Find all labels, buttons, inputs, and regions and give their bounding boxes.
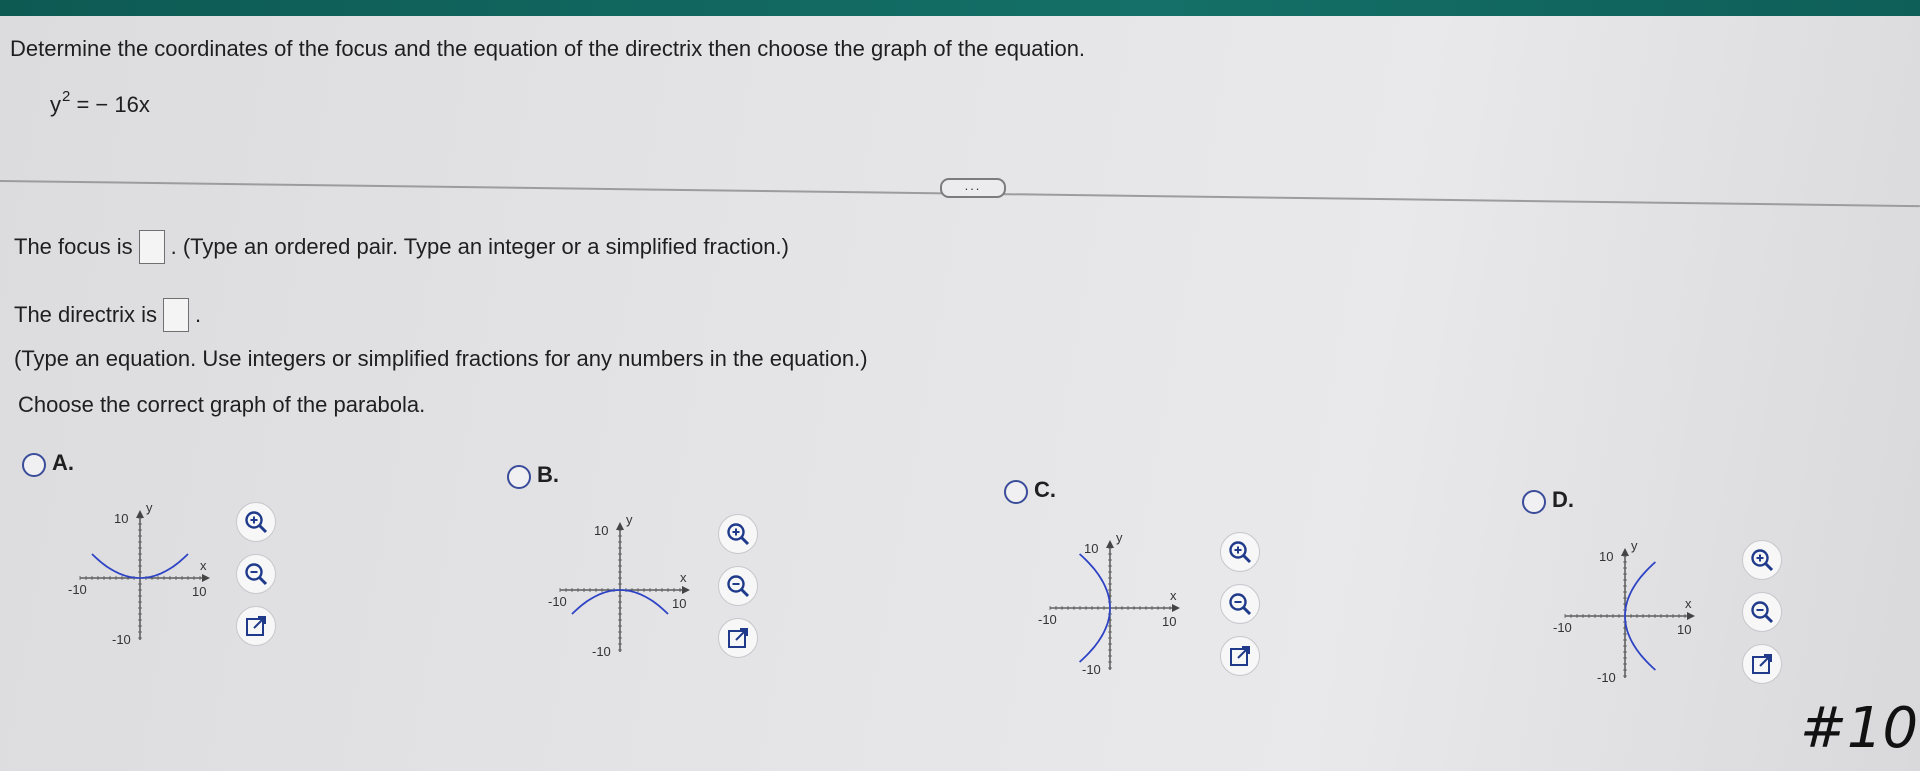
expand-icon[interactable] — [236, 606, 276, 646]
zoom-in-icon[interactable] — [1742, 540, 1782, 580]
focus-input[interactable] — [139, 230, 165, 264]
zoom-in-icon[interactable] — [236, 502, 276, 542]
x-tick-left: -10 — [548, 594, 567, 609]
option-c-label[interactable]: C. — [1034, 477, 1056, 502]
y-axis-arrow — [1106, 540, 1114, 548]
zoom-out-icon[interactable] — [1742, 592, 1782, 632]
x-axis-arrow — [682, 586, 690, 594]
option-a-label[interactable]: A. — [52, 450, 74, 475]
y-tick-top: 10 — [1599, 549, 1614, 564]
y-axis-label: y — [1116, 530, 1123, 545]
option-d-graph — [1545, 536, 1705, 696]
expand-icon[interactable] — [1220, 636, 1260, 676]
x-tick-right: 10 — [1677, 622, 1692, 637]
x-axis-label: x — [1685, 596, 1692, 611]
directrix-label: The directrix is — [14, 302, 158, 327]
focus-label: The focus is — [14, 234, 133, 259]
focus-hint: . (Type an ordered pair. Type an integer or a simplified fraction.) — [170, 234, 789, 259]
y-axis-arrow — [616, 522, 624, 530]
sticker-note: #10 — [1800, 696, 1919, 761]
x-axis-arrow — [202, 574, 210, 582]
equation — [50, 88, 150, 118]
expand-icon[interactable] — [1742, 644, 1782, 684]
y-tick-top: 10 — [594, 523, 609, 538]
directrix-hint: (Type an equation. Use integers or simplified fractions for any numbers in the equation.) — [14, 346, 868, 371]
option-b-graph — [540, 510, 700, 670]
x-tick-left: -10 — [1553, 620, 1572, 635]
y-axis-label: y — [146, 500, 153, 515]
zoom-out-icon[interactable] — [236, 554, 276, 594]
option-d-radio[interactable] — [1522, 490, 1546, 514]
equation-exponent: 2 — [62, 88, 71, 105]
focus-line — [14, 230, 789, 264]
y-tick-bottom: -10 — [1082, 662, 1101, 677]
x-tick-right: 10 — [672, 596, 687, 611]
option-a-graph — [60, 498, 220, 658]
zoom-in-icon[interactable] — [1220, 532, 1260, 572]
option-c-graph — [1030, 528, 1190, 688]
zoom-out-icon[interactable] — [718, 566, 758, 606]
x-axis-label: x — [1170, 588, 1177, 603]
option-d-label[interactable]: D. — [1552, 487, 1574, 512]
x-axis-arrow — [1172, 604, 1180, 612]
x-axis-arrow — [1687, 612, 1695, 620]
x-axis-label: x — [200, 558, 207, 573]
option-c-radio[interactable] — [1004, 480, 1028, 504]
x-tick-left: -10 — [1038, 612, 1057, 627]
y-axis-arrow — [1621, 548, 1629, 556]
y-tick-bottom: -10 — [112, 632, 131, 647]
equation-base: y — [50, 92, 61, 117]
y-axis-label: y — [1631, 538, 1638, 553]
directrix-suffix: . — [195, 302, 202, 327]
y-tick-bottom: -10 — [1597, 670, 1616, 685]
directrix-line — [14, 298, 201, 332]
x-tick-right: 10 — [1162, 614, 1177, 629]
x-tick-left: -10 — [68, 582, 87, 597]
question-prompt: Determine the coordinates of the focus and the equation of the directrix then choose the graph of the equation. — [10, 36, 1086, 61]
y-tick-bottom: -10 — [592, 644, 611, 659]
y-axis-arrow — [136, 510, 144, 518]
y-axis-label: y — [626, 512, 633, 527]
option-b-label[interactable]: B. — [537, 462, 559, 487]
option-b-radio[interactable] — [507, 465, 531, 489]
directrix-input[interactable] — [163, 298, 189, 332]
option-a-radio[interactable] — [22, 453, 46, 477]
top-bar — [0, 0, 1920, 16]
zoom-out-icon[interactable] — [1220, 584, 1260, 624]
y-tick-top: 10 — [1084, 541, 1099, 556]
y-tick-top: 10 — [114, 511, 129, 526]
zoom-in-icon[interactable] — [718, 514, 758, 554]
x-axis-label: x — [680, 570, 687, 585]
more-button[interactable]: ... — [940, 178, 1006, 198]
expand-icon[interactable] — [718, 618, 758, 658]
x-tick-right: 10 — [192, 584, 207, 599]
equation-rest: = − 16x — [70, 92, 150, 117]
choose-prompt: Choose the correct graph of the parabola. — [18, 392, 426, 417]
